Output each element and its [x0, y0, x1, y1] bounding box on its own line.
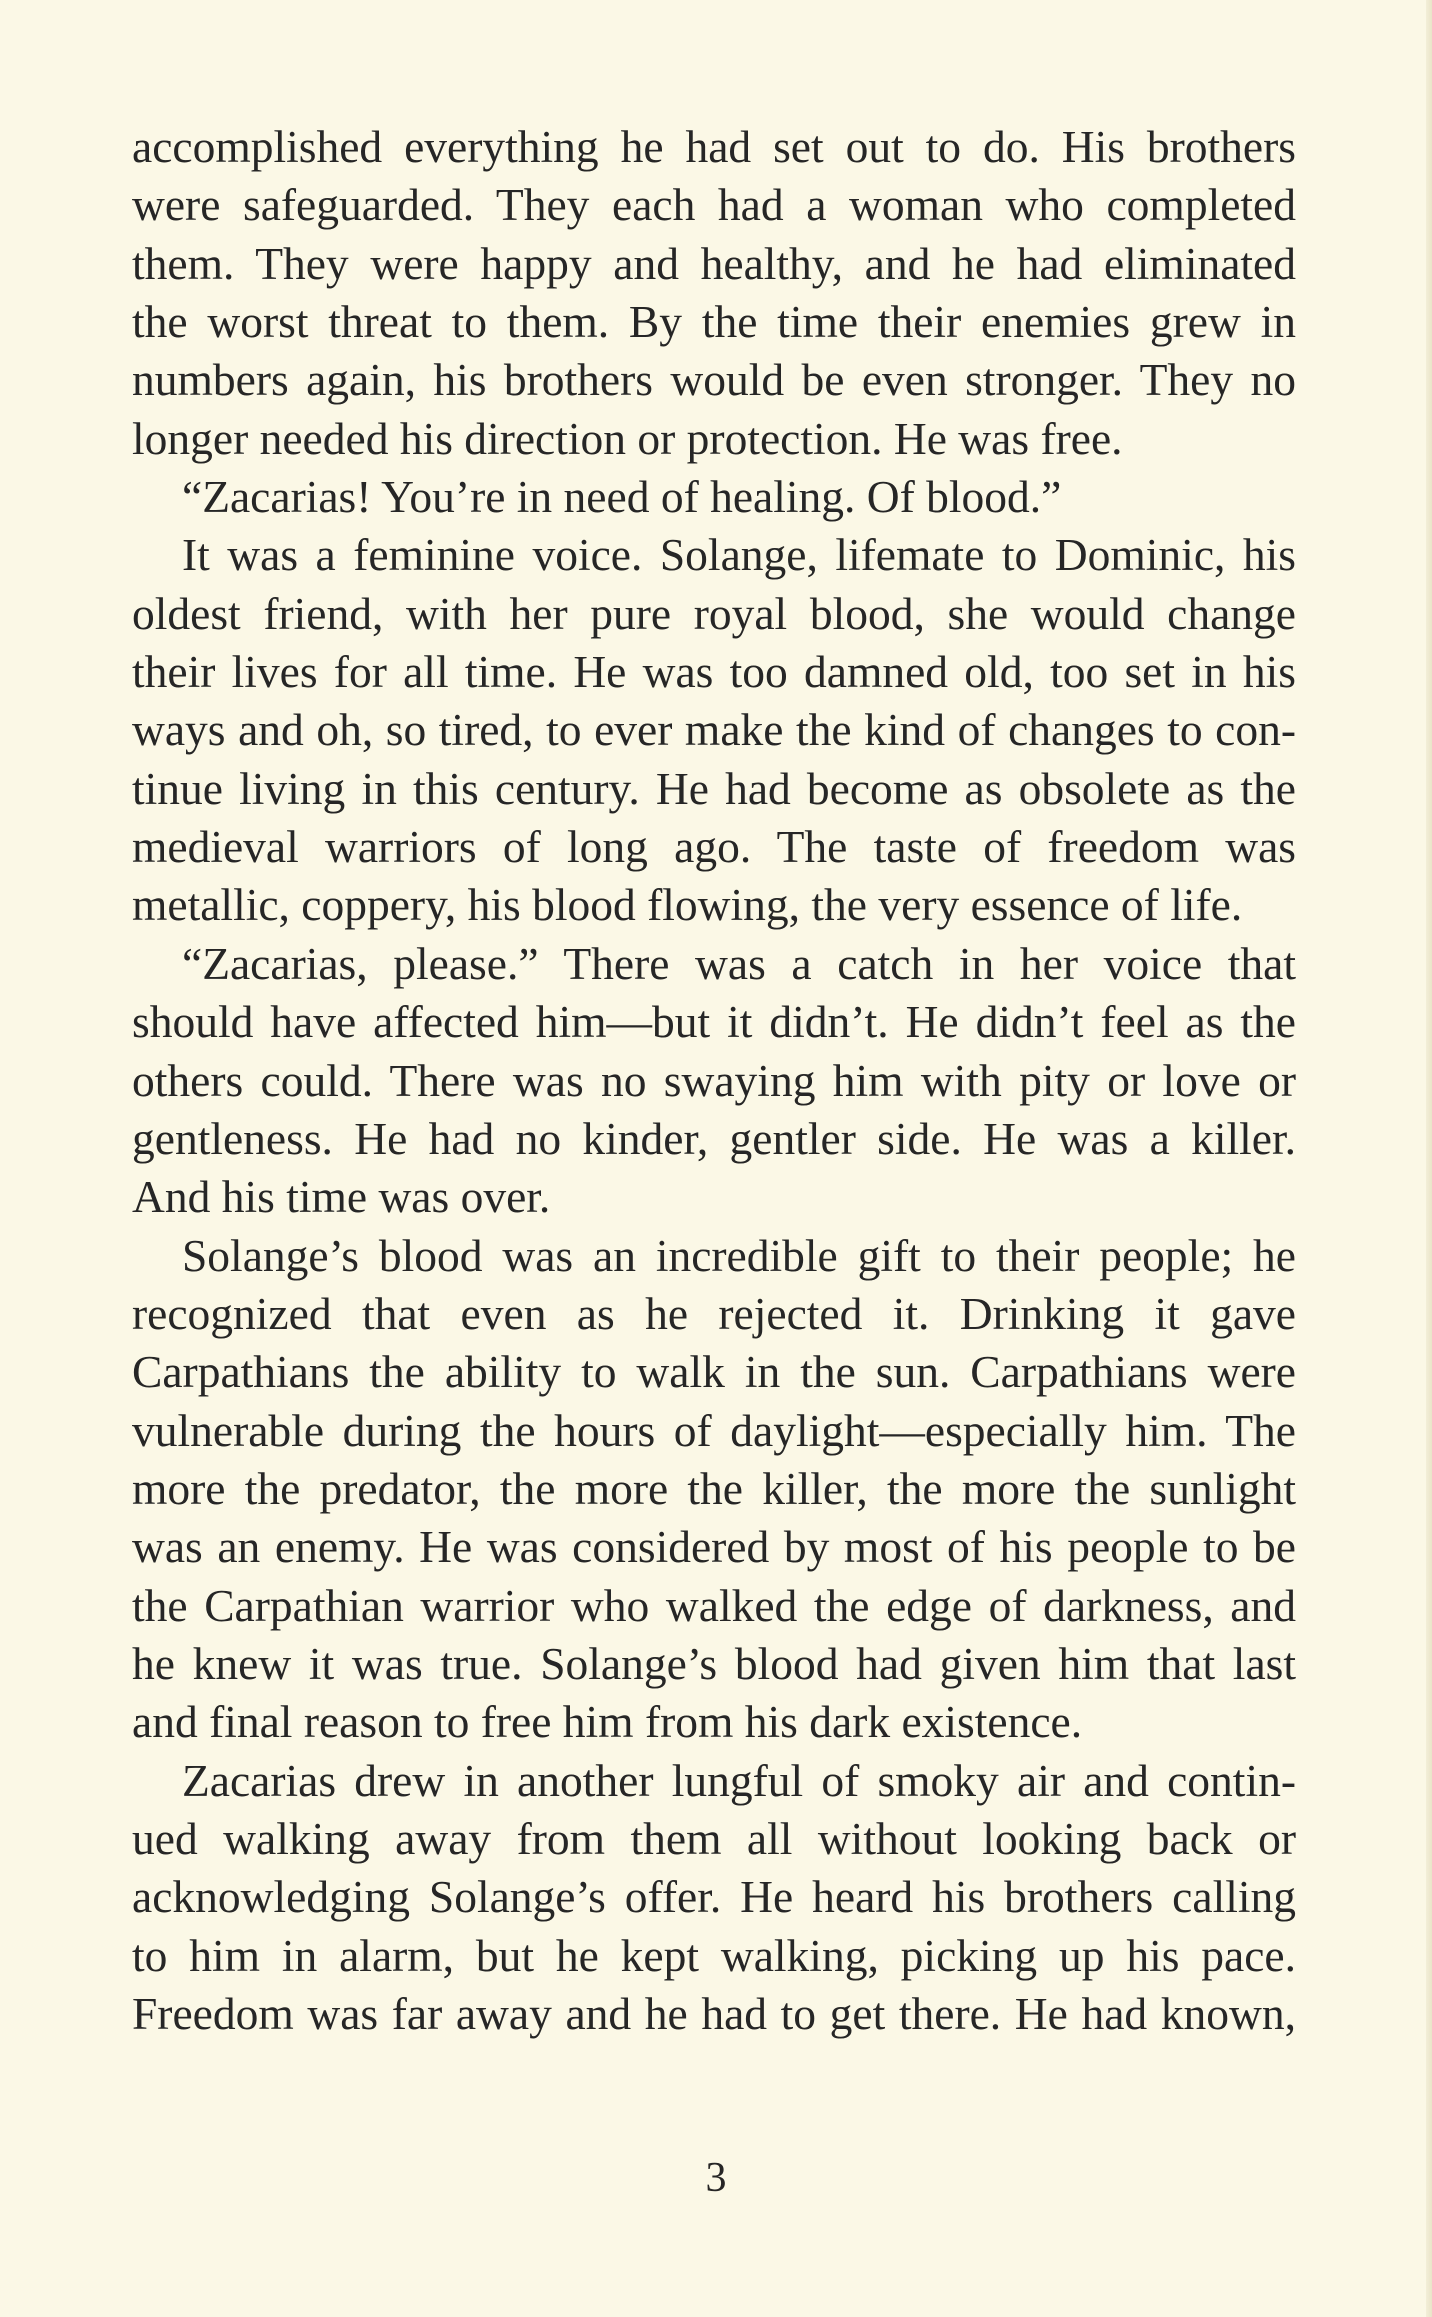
text-line: It was a feminine voice. Solange, lifemate to Dominic, his [182, 529, 1296, 581]
text-line: medieval warriors of long ago. The taste of freedom was [132, 821, 1296, 873]
text-line: to him in alarm, but he kept walking, picking up his pace. [132, 1929, 1296, 1981]
text-line: vulnerable during the hours of daylight—especially him. The [132, 1404, 1296, 1456]
text-line: tinue living in this century. He had become as obsolete as the [132, 762, 1296, 814]
text-line: “Zacarias, please.” There was a catch in her voice that [182, 937, 1296, 989]
text-line: longer needed his direction or protection. He was free. [132, 412, 1123, 464]
text-line: ways and oh, so tired, to ever make the kind of changes to con- [132, 704, 1296, 756]
text-line: the Carpathian warrior who walked the edge of darkness, and [132, 1579, 1296, 1631]
text-line: Solange’s blood was an incredible gift to their people; he [182, 1229, 1296, 1281]
text-line: ued walking away from them all without looking back or [132, 1812, 1296, 1864]
page-edge [1426, 0, 1432, 2317]
text-line: them. They were happy and healthy, and he had eliminated [132, 237, 1296, 289]
text-line: Zacarias drew in another lungful of smoky air and contin- [182, 1754, 1296, 1806]
text-line: gentleness. He had no kinder, gentler side. He was a killer. [132, 1112, 1296, 1164]
body-text [132, 118, 1296, 2043]
text-line: oldest friend, with her pure royal blood, she would change [132, 587, 1296, 639]
text-line: their lives for all time. He was too damned old, too set in his [132, 646, 1296, 698]
text-line: accomplished everything he had set out to do. His brothers [132, 121, 1296, 172]
page-number: 3 [705, 2155, 727, 2201]
text-line: metallic, coppery, his blood flowing, the very essence of life. [132, 879, 1243, 931]
text-line: was an enemy. He was considered by most of his people to be [132, 1521, 1296, 1573]
text-line: he knew it was true. Solange’s blood had given him that last [132, 1637, 1296, 1689]
text-line: should have affected him—but it didn’t. He didn’t feel as the [132, 996, 1296, 1048]
text-line: Freedom was far away and he had to get there. He had known, [132, 1988, 1296, 2039]
text-line: numbers again, his brothers would be even stronger. They no [132, 354, 1296, 406]
text-line: recognized that even as he rejected it. Drinking it gave [132, 1287, 1296, 1339]
text-line: And his time was over. [132, 1171, 551, 1223]
text-line: more the predator, the more the killer, the more the sunlight [132, 1462, 1296, 1514]
text-line: Carpathians the ability to walk in the sun. Carpathians were [132, 1346, 1296, 1398]
text-line: acknowledging Solange’s offer. He heard his brothers calling [132, 1871, 1296, 1923]
text-line: were safeguarded. They each had a woman who completed [132, 179, 1296, 231]
text-line: others could. There was no swaying him with pity or love or [132, 1054, 1296, 1106]
text-line: “Zacarias! You’re in need of healing. Of blood.” [182, 471, 1062, 523]
text-line: the worst threat to them. By the time their enemies grew in [132, 296, 1296, 348]
text-line: and final reason to free him from his dark existence. [132, 1696, 1083, 1748]
